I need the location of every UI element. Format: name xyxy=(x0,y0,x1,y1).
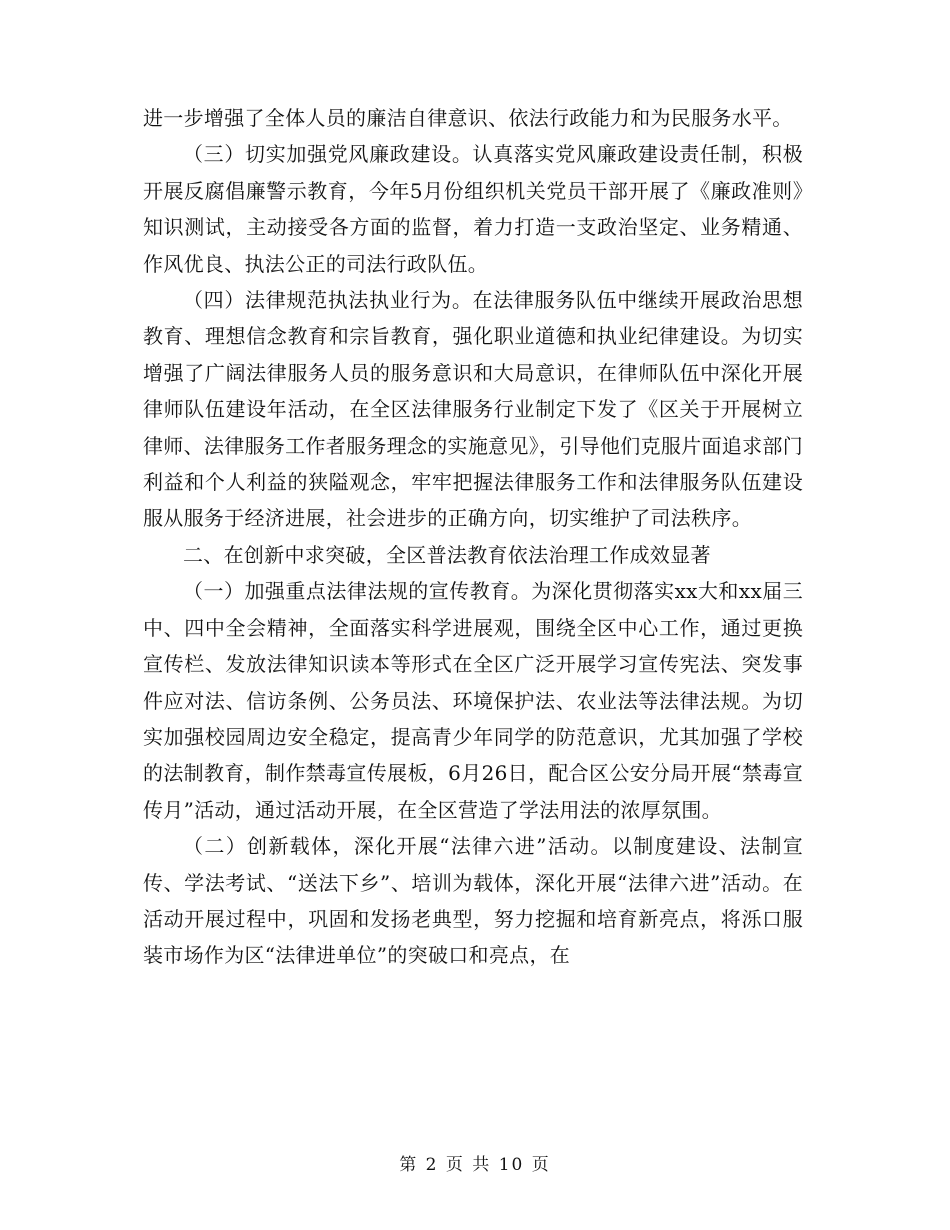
document-body xyxy=(143,100,803,974)
paragraph-legal-conduct: （四）法律规范执法执业行为。在法律服务队伍中继续开展政治思想教育、理想信念教育和宗旨教育，强化职业道德和执业纪律建设。为切实增强了广阔法律服务人员的服务意识和大局意识，在律师队伍中深化开展律师队伍建设年活动，在全区法律服务行业制定下发了《区关于开展树立律师、法律服务工作者服务理念的实施意见》，引导他们克服片面追求部门利益和个人利益的狭隘观念，牢牢把握法律服务工作和法律服务队伍建设服从服务于经济进展，社会进步的正确方向，切实维护了司法秩序。 xyxy=(143,288,803,531)
paragraph-six-entries: （二）创新载体，深化开展“法律六进”活动。以制度建设、法制宣传、学法考试、“送法下乡”、培训为载体，深化开展“法律六进”活动。在活动开展过程中，巩固和发扬老典型，努力挖掘和培育新亮点，将泺口服装市场作为区“法律进单位”的突破口和亮点，在 xyxy=(143,834,803,968)
section-heading-innovation: 二、在创新中求突破，全区普法教育依法治理工作成效显著 xyxy=(183,542,711,567)
paragraph-continuation: 进一步增强了全体人员的廉洁自律意识、依法行政能力和为民服务水平。 xyxy=(143,106,793,130)
paragraph-party-conduct: （三）切实加强党风廉政建设。认真落实党风廉政建设责任制，积极开展反腐倡廉警示教育，今年5月份组织机关党员干部开展了《廉政准则》知识测试，主动接受各方面的监督，着力打造一支政治坚定、业务精通、作风优良、执法公正的司法行政队伍。 xyxy=(143,142,803,276)
paragraph-law-publicity: （一）加强重点法律法规的宣传教育。为深化贯彻落实xx大和xx届三中、四中全会精神，全面落实科学进展观，围绕全区中心工作，通过更换宣传栏、发放法律知识读本等形式在全区广泛开展学习宣传宪法、突发事件应对法、信访条例、公务员法、环境保护法、农业法等法律法规。为切实加强校园周边安全稳定，提高青少年同学的防范意识，尤其加强了学校的法制教育，制作禁毒宣传展板，6月26日，配合区公安分局开展“禁毒宣传月”活动，通过活动开展，在全区营造了学法用法的浓厚氛围。 xyxy=(143,579,803,822)
page-number-footer: 第 2 页 共 10 页 xyxy=(399,1155,551,1175)
